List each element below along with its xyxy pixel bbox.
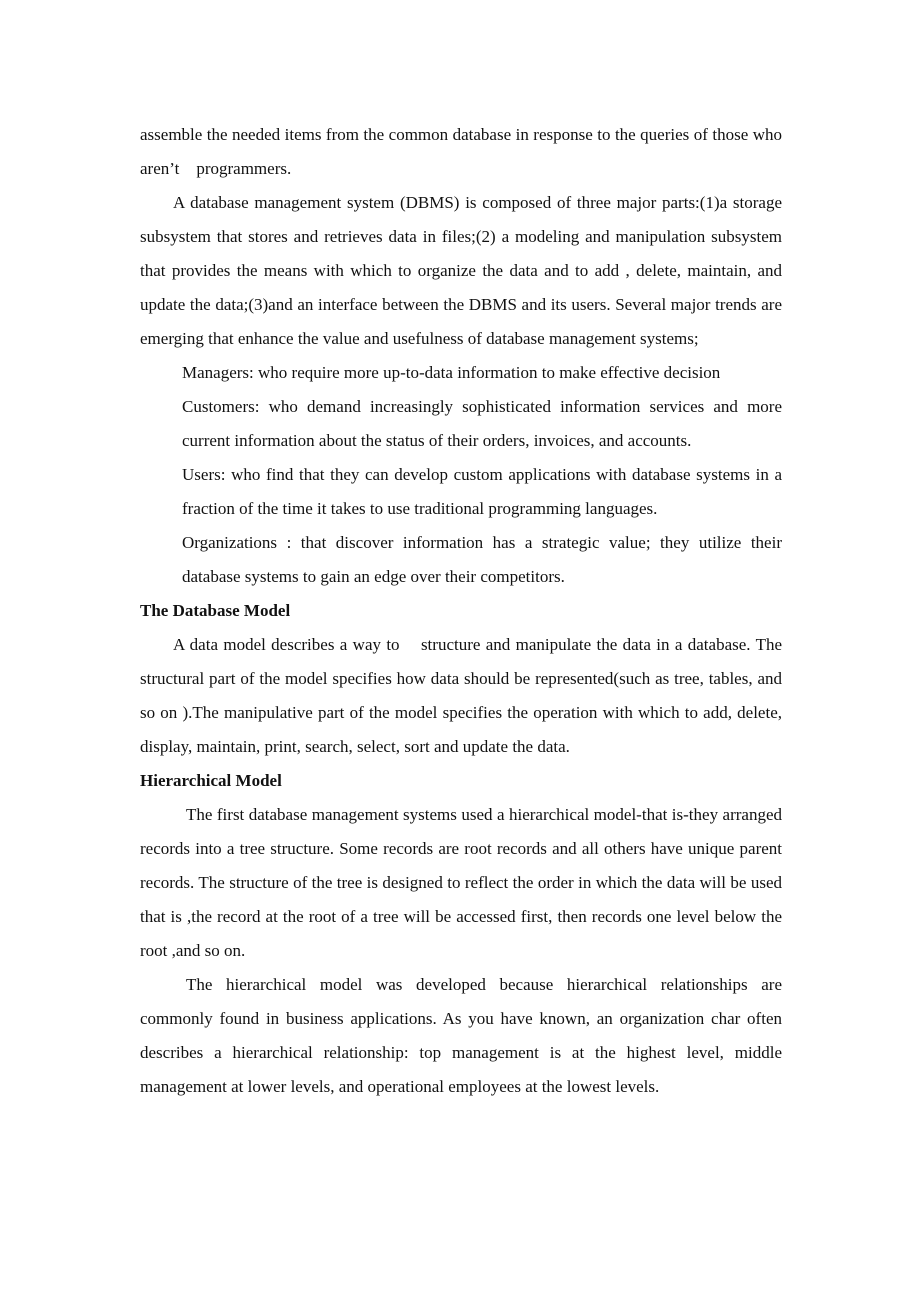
database-model-paragraph: A data model describes a way to structure and manipulate the data in a database. The structural part of the model specifies how data should be represented(such as tree, tables, and so on ).The manipulative part of the model specifies the operation with which to add, delete, display, maintain, print, search, select, sort and update the data.	[140, 635, 787, 756]
trend-organizations: Organizations : that discover information has a strategic value; they utilize their database systems to gain an edge over their competitors.	[182, 533, 782, 586]
document-page	[140, 118, 787, 1104]
trend-users: Users: who find that they can develop custom applications with database systems in a fraction of the time it takes to use traditional programming languages.	[182, 465, 782, 518]
trend-managers: Managers: who require more up-to-data information to make effective decision	[182, 363, 721, 382]
heading-database-model: The Database Model	[140, 601, 291, 620]
trends-list	[182, 356, 782, 594]
hierarchical-paragraph-2: The hierarchical model was developed because hierarchical relationships are commonly found in business applications. As you have known, an organization char often describes a hierarchical relationship: top management is at the highest level, middle management at lower levels, and operational employees at the lowest levels.	[140, 975, 782, 1096]
dbms-paragraph: A database management system (DBMS) is composed of three major parts:(1)a storage subsystem that stores and retrieves data in files;(2) a modeling and manipulation subsystem that provides the means with which to organize the data and to add , delete, maintain, and update the data;(3)and an interface between the DBMS and its users. Several major trends are emerging that enhance the value and usefulness of database management systems;	[140, 193, 782, 348]
trend-customers: Customers: who demand increasingly sophisticated information services and more current information about the status of their orders, invoices, and accounts.	[182, 397, 782, 450]
hierarchical-paragraph-1: The first database management systems used a hierarchical model-that is-they arranged records into a tree structure. Some records are root records and all others have unique parent records. The structure of the tree is designed to reflect the order in which the data will be used that is ,the record at the root of a tree will be accessed first, then records one level below the root ,and so on.	[140, 805, 782, 960]
intro-continuation-paragraph: assemble the needed items from the common database in response to the queries of those who aren’t programmers.	[140, 125, 787, 178]
heading-hierarchical-model: Hierarchical Model	[140, 771, 282, 790]
